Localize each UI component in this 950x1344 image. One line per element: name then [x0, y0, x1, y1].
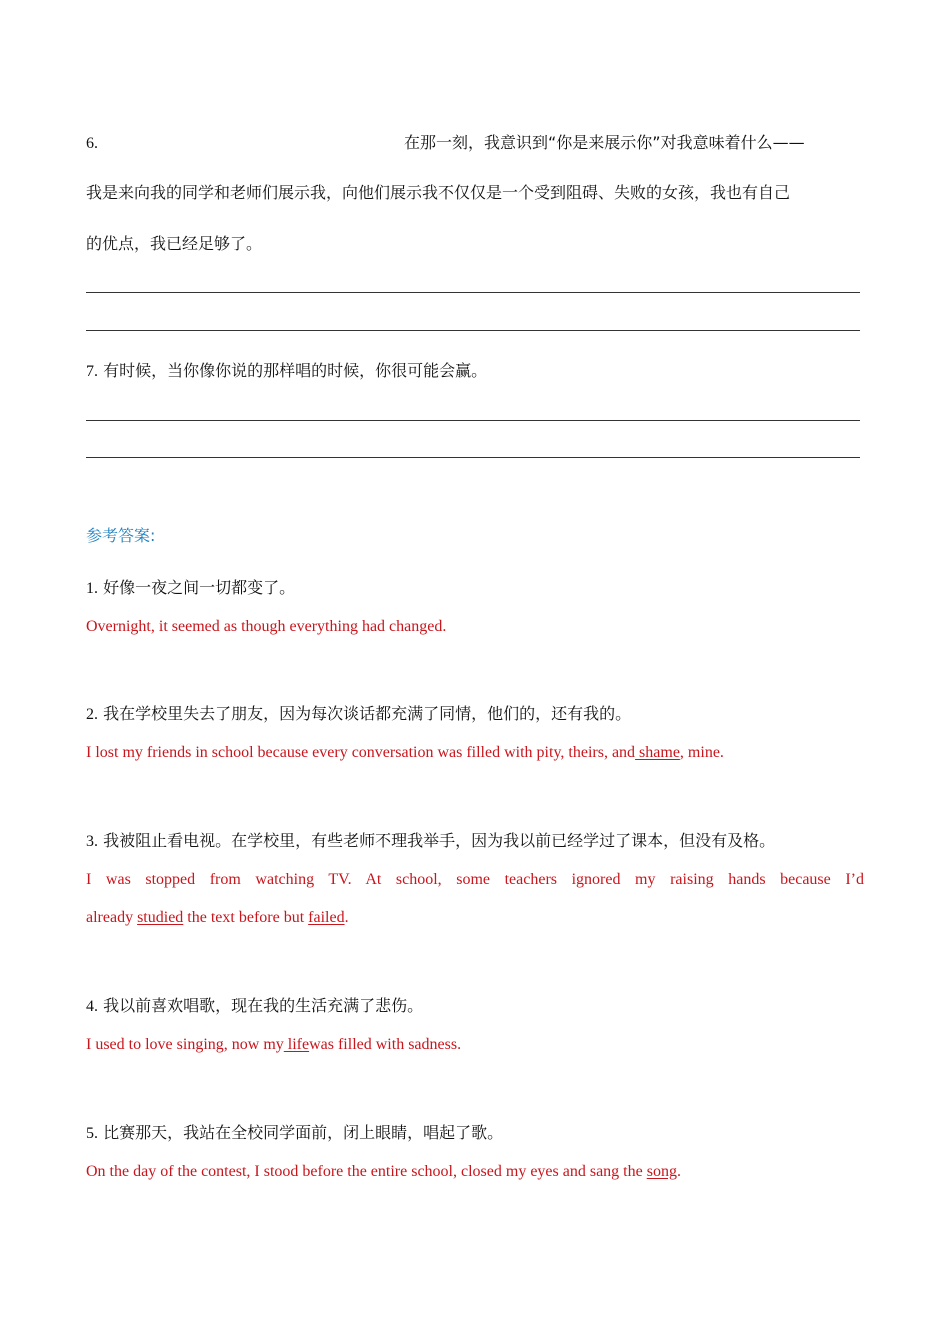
answer-4-english-a: I used to love singing, now my — [86, 1036, 284, 1053]
answer-3-underlined-word-1: studied — [137, 909, 184, 926]
question-7-number: 7. — [86, 363, 98, 380]
answer-line — [86, 420, 860, 421]
question-7 — [86, 358, 864, 381]
answer-5-question — [86, 1120, 864, 1143]
answer-2-english-a: I lost my friends in school because every conversation was filled with pity, theirs, and — [86, 744, 636, 761]
answer-5-english — [86, 1163, 864, 1181]
answer-3-english-b: the text before but — [183, 909, 309, 926]
answer-5-english-b: . — [676, 1163, 681, 1180]
answer-4-english — [86, 1036, 864, 1054]
answers-title: 参考答案: — [86, 526, 156, 545]
answer-4-number: 4. — [86, 998, 98, 1015]
answer-1-number: 1. — [86, 580, 98, 597]
question-6-text-1: 在那一刻，我意识到“你是来展示你”对我意味着什么—— — [404, 133, 805, 152]
answer-3-english-line-2 — [86, 909, 864, 927]
answer-line — [86, 457, 860, 458]
answer-3-question — [86, 828, 864, 851]
answer-2-english — [86, 744, 864, 762]
answer-4-english-b: was filled with sadness. — [309, 1036, 462, 1053]
question-6-line-2: 我是来向我的同学和老师们展示我，向他们展示我不仅仅是一个受到阻碍、失败的女孩，我也有自己 — [86, 183, 791, 202]
answer-2-chinese: 我在学校里失去了朋友，因为每次谈话都充满了同情，他们的，还有我的。 — [103, 704, 632, 723]
answer-1-chinese: 好像一夜之间一切都变了。 — [103, 578, 296, 597]
answer-2-question — [86, 701, 864, 724]
answer-2-underlined-word: shame — [635, 744, 680, 761]
answer-5-number: 5. — [86, 1125, 98, 1142]
answer-3-english-line-1: I was stopped from watching TV. At school, some teachers ignored my raising hands because I’d — [86, 871, 864, 888]
answer-4-chinese: 我以前喜欢唱歌，现在我的生活充满了悲伤。 — [103, 996, 424, 1015]
question-6-number: 6. — [86, 135, 98, 152]
question-7-text: 有时候，当你像你说的那样唱的时候，你很可能会赢。 — [103, 361, 488, 380]
answer-4-question — [86, 993, 864, 1016]
answer-4-underlined-word: life — [283, 1036, 310, 1053]
answer-3-number: 3. — [86, 833, 98, 850]
answer-5-chinese: 比赛那天，我站在全校同学面前，闭上眼睛，唱起了歌。 — [103, 1123, 504, 1142]
answer-5-english-a: On the day of the contest, I stood before the entire school, closed my eyes and sang the — [86, 1163, 647, 1180]
answer-1-question — [86, 575, 864, 598]
answer-3-chinese: 我被阻止看电视。在学校里，有些老师不理我举手，因为我以前已经学过了课本，但没有及格。 — [103, 831, 776, 850]
question-6-line-1 — [86, 130, 864, 153]
answer-2-number: 2. — [86, 706, 98, 723]
answer-3-english-a: already — [86, 909, 138, 926]
question-6-line-3: 的优点，我已经足够了。 — [86, 234, 263, 253]
answer-line — [86, 292, 860, 293]
answer-3-english-c: . — [344, 909, 349, 926]
answer-line — [86, 330, 860, 331]
answer-2-english-b: , mine. — [679, 744, 724, 761]
answer-3-underlined-word-2: failed — [308, 909, 345, 926]
answer-1-english: Overnight, it seemed as though everything had changed. — [86, 618, 447, 635]
answer-5-underlined-word: song — [646, 1163, 677, 1180]
